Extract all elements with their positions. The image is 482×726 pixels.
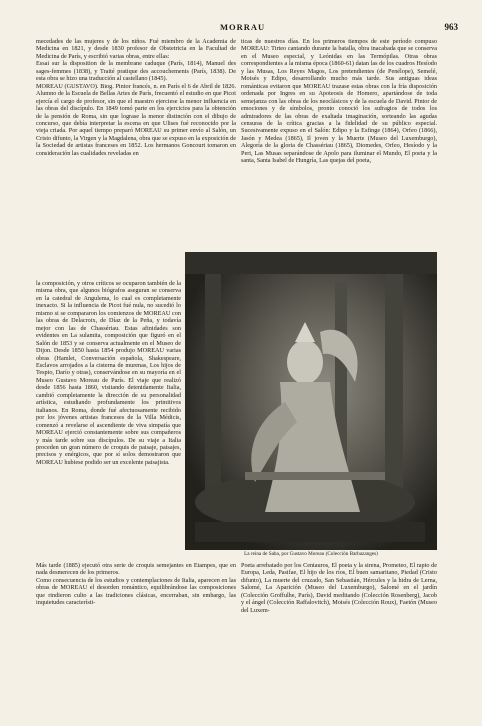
paragraph: Más tarde (1885) ejecutó otra serie de croquis semejantes en Etampes, que en nada desmerecen de los primeros. [36,562,236,577]
paragraph: Como consecuencia de los estudios y contemplaciones de Italia, aparecen en las obras de MOREAU el desorden romántico, equilibrándose las composiciones que rindieron culto a las tradiciones clásicas, encerraban, sin embargo, las inquietudes característi- [36,576,236,607]
left-column-narrow [36,280,181,560]
paragraph: Essai sur la disposition de la membrane caduque (París, 1814), Manuel des sages-femmes (1838), y Traité pratique des accouchements (París, 1838). De esta obra se hizo una traducción al castellano (1845). [36,60,236,83]
paragraph: la composición, y otros críticos se ocuparon también de la misma obra, que algunos biógrafos aseguran se conserva en la catedral de Angulema, lo cual es completamente inexacto. Si la influencia de Picot fué nula, no sucedió lo mismo si se compararon los comienzos de MOREAU con las obras de Delacroix, de Díaz de la Peña, y todavía mejor con las de Chassériau. Estas afinidades son evidentes en La sulamita, composición que figuró en el Salón de 1853 y se conserva actualmente en el Museo de Dijon. Desde 1850 hasta 1854 produjo MOREAU varias obras (Hamlet, Conversación española, Shakespeare, Esclavos arrojados a la cisterna de murenas, Los hijos de Tespio, Darío y otras), conservándose en su mayoría en el Museo Gustavo Moreau de París. El viaje que realizó desde 1856 hasta 1860, visitando detenidamente Italia, cambió completamente la dirección de su personalidad artística, estudiando profundamente los primitivos italianos. En Roma, donde fué afectuosamente recibido por los jóvenes artistas franceses de la Villa Médicis, comenzó a revelarse el ascendiente de viva simpatía que MOREAU ejerció constantemente sobre sus compañeros y más tarde sobre sus discípulos. De su viaje a Italia proceden un gran número de croquis de paisaje, paisajes, precisos y enérgicos, que por sí solos demostraron que MOREAU hubiese podido ser un excelente paisajista. [36,280,181,466]
running-title: MORRAU [220,22,266,32]
paragraph: mecedades de las mujeres y de los niños. Fué miembro de la Academia de Medicina en 1821, y desde 1830 profesor de Obstetricia en la Facultad de Medicina de París, y escribió varias obras, entre ellas: [36,38,236,60]
figure-caption: La reina de Saba, por Gustavo Moreau (Colección Barbazanges) [244,551,378,557]
illustration-queen-of-sheba [185,252,437,550]
left-column-bottom [36,562,236,717]
painting-image [185,252,437,550]
page-number: 963 [444,22,458,32]
paragraph: MOREAU (GUSTAVO). Biog. Pintor francés, n. en París el 6 de Abril de 1826. Alumno de la Escuela de Bellas Artes de París, frecuentó el estudio en que Picot ejercía el cargo de profesor, sin que el maestro ejerciese la menor influencia en las obras del discípulo. En 1849 tomó parte en los ejercicios para la obtención de la pensión de Roma, sin que lograse la menor distinción con el dibujo de concurso, que debía interpretar la escena en que Ulises fué reconocido por la vieja criada. Por aquel tiempo preparó MOREAU su primer envío al Salón, un Cristo difunto, la Virgen y la Magdalena, obra que se expuso en la exposición de la Sociedad de artistas franceses en 1852. Los hermanos Goncourt tomaron en consideración las cualidades reveladas en [36,82,236,157]
paragraph: ticas de nuestros días. En los primeros tiempos de este período compuso MOREAU: Tirteo cantando durante la batalla, obra inacabada que se conserva en el Museo especial, y Leónidas en las Termópilas. Otras obras correspondientes a la misma época (1860-61) datan las de los cuadros Hesíodo y las Musas, Los Reyes Magos, Los pretendientes (de Penélope), Semelé, Moisés y Edipo, desarrollando mucho más tarde. Sus antiguas ideas románticas evitaron que MOREAU trazase estas obras con la fría disposición ordenada por Ingres en su Apoteosis de Homero, apartándose de toda semejanza con las obras de los neoclásicos y de la escuela de David. Pintor de emociones y de símbolos, pronto conoció los sufragios de todos los admiradores de las obras de exaltada imaginación, sorteando las agudas censuras de la crítica gracias a la fidelidad de su público especial. Sucesivamente expuso en el Salón: Edipo y la Esfinge (1864), Orfeo (1866), Jasón y Medea (1865), Il joven y la Muerte (Museo del Luxemburgo), Alegoría de la gloria de Chassériau (1865), Diomedes, Orfeo, Hesíodo y la Peri, Las Musas separándose de Apolo para iluminar el Mundo, El poeta y la santa, Santa Isabel de Hungría, Las quejas del poeta, [241,38,437,165]
right-column-bottom [241,562,437,717]
paragraph: Poeta arrebatado por los Centauros, El poeta y la sirena, Prometeo, El rapto de Europa, Leda, Pasifae, El hijo de los ríos, El buen samaritano, Piedad (Cristo difunto), La muerte del cruzado, San Sebastián, Hércules y la hidra de Lerna, Salomé, La Aparición (Museo del Luxemburgo), Salomé en el jardín (Colección Groffulhe, París), David meditando (Colección Rosenberg), Jacob y el ángel (Colección Raffalovitch), Moisés (Colección Roux), Faetón (Museo del Luxem- [241,562,437,614]
right-column-top [241,38,437,250]
page-header [40,22,462,36]
